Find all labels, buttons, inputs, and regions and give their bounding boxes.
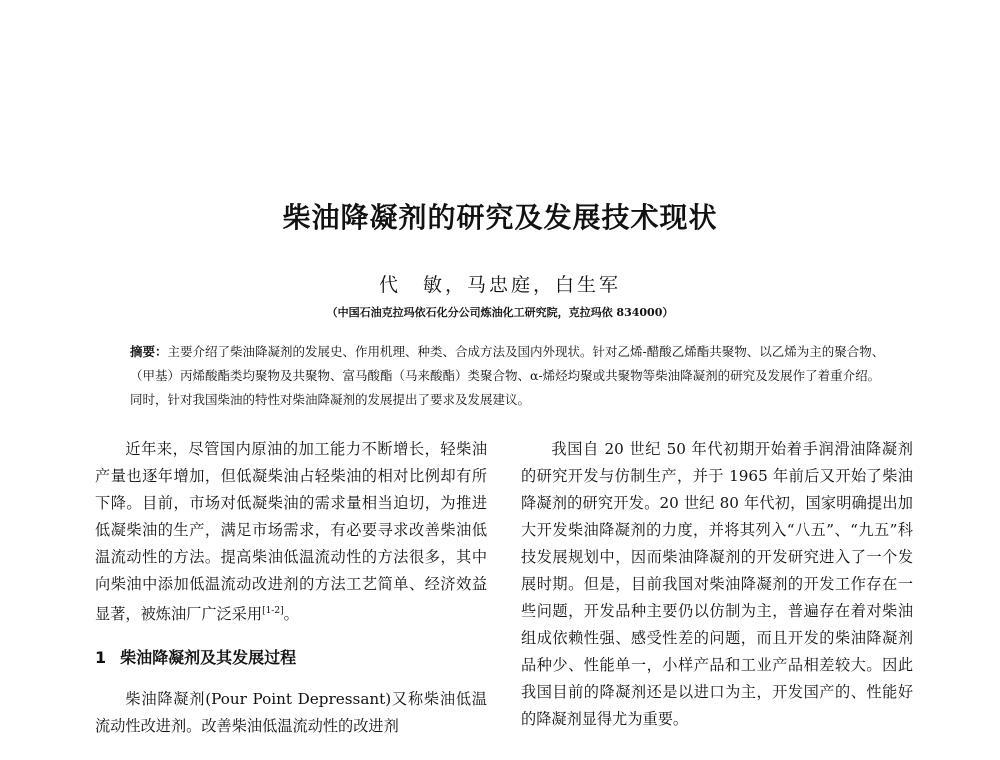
affiliation: （中国石油克拉玛依石化分公司炼油化工研究院，克拉玛依 834000） — [326, 306, 674, 319]
section-title: 柴油降凝剂及其发展过程 — [120, 648, 297, 667]
section-number: 1 — [95, 648, 107, 667]
paper-title: 柴油降凝剂的研究及发展技术现状 — [282, 201, 718, 234]
intro-end: 。 — [283, 605, 299, 623]
citation: [1-2] — [262, 606, 284, 616]
right-column — [521, 436, 913, 733]
section-heading — [95, 645, 487, 671]
left-column — [95, 436, 487, 740]
abstract-text: 主要介绍了柴油降凝剂的发展史、作用机理、种类、合成方法及国内外现状。针对乙烯-醋酸乙烯酯共聚物、以乙烯为主的聚合物、（甲基）丙烯酸酯类均聚物及共聚物、富马酸酯（马来酸酯）类聚合物、α-烯烃均聚或共聚物等柴油降凝剂的研究及发展作了着重介绍。同时，针对我国柴油的特性对柴油降凝剂的发展提出了要求及发展建议。 — [130, 344, 885, 407]
authors: 代 敏，马忠庭，白生军 — [378, 274, 621, 296]
abstract-label: 摘要： — [130, 344, 168, 359]
history-paragraph: 我国自 20 世纪 50 年代初期开始着手润滑油降凝剂的研究开发与仿制生产，并于 1965 年前后又开始了柴油降凝剂的研究开发。20 世纪 80 年代初，国家明确提出加大开发柴油降凝剂的力度，并将其列入“八五”、“九五”科技发展规划中，因而柴油降凝剂的开发研究进入了一个发展时期。但是，目前我国对柴油降凝剂的开发工作存在一些问题，开发品种主要仍以仿制为主，普遍存在着对柴油组成依赖性强、感受性差的问题，而且开发的柴油降凝剂品种少、性能单一，小样产品和工业产品相差较大。因此我国目前的降凝剂还是以进口为主，开发国产的、性能好的降凝剂显得尤为重要。 — [521, 440, 913, 728]
intro-text: 近年来，尽管国内原油的加工能力不断增长，轻柴油产量也逐年增加，但低凝柴油占轻柴油的相对比例却有所下降。目前，市场对低凝柴油的需求量相当迫切，为推进低凝柴油的生产，满足市场需求，有必要寻求改善柴油低温流动性的方法。提高柴油低温流动性的方法很多，其中向柴油中添加低温流动改进剂的方法工艺简单、经济效益显著，被炼油厂广泛采用 — [95, 440, 487, 623]
abstract — [130, 340, 890, 412]
section-paragraph: 柴油降凝剂(Pour Point Depressant)又称柴油低温流动性改进剂。改善柴油低温流动性的改进剂 — [95, 690, 487, 735]
intro-paragraph — [95, 436, 487, 628]
